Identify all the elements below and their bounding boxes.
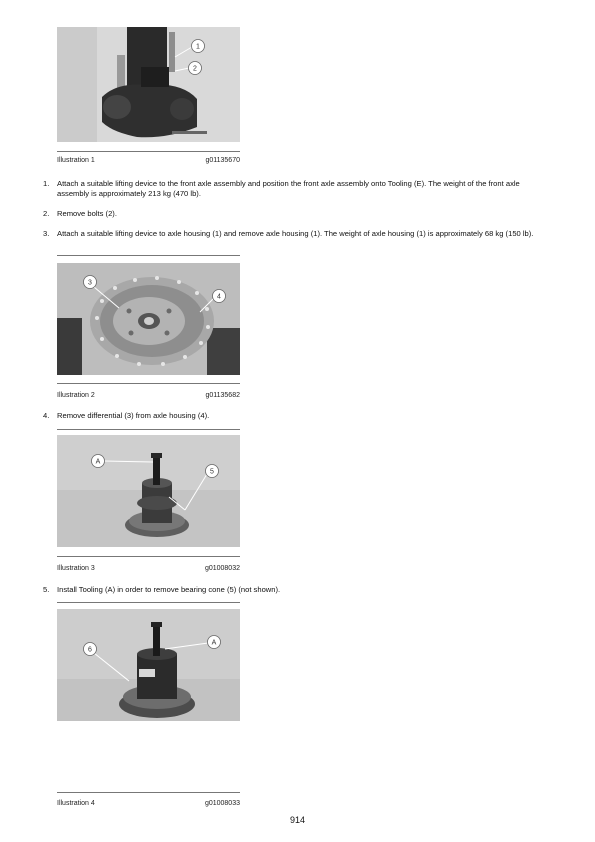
- illustration-3-rule: [57, 556, 240, 557]
- illustration-3-top-rule: [57, 429, 240, 430]
- illustration-2-top-rule: [57, 255, 240, 256]
- illustration-2-callouts: [57, 263, 240, 375]
- illustration-3-callouts: [57, 435, 240, 547]
- step-4-text: Remove differential (3) from axle housing (4).: [57, 411, 210, 420]
- illustration-2-rule: [57, 383, 240, 384]
- callout-3-label: 3: [88, 279, 92, 287]
- page-number: 914: [289, 815, 306, 825]
- step-2-number: 2.: [43, 209, 50, 218]
- illustration-3-label: Illustration 3: [57, 565, 95, 572]
- step-5-number: 5.: [43, 585, 50, 594]
- step-3-text: Attach a suitable lifting device to axle housing (1) and remove axle housing (1). The weight of axle housing (1) is approximately 68 kg (150 lb).: [57, 229, 534, 238]
- callout-2-label: 2: [193, 65, 197, 73]
- illustration-2-label: Illustration 2: [57, 392, 95, 399]
- callout-6-label: 6: [88, 646, 92, 654]
- illustration-4-callouts: [57, 609, 240, 721]
- illustration-4-rule: [57, 792, 240, 793]
- illustration-4-top-rule: [57, 602, 240, 603]
- step-3-number: 3.: [43, 229, 50, 238]
- step-4-number: 4.: [43, 411, 50, 420]
- callout-a2-label: A: [211, 639, 217, 647]
- callout-1-label: 1: [196, 43, 200, 51]
- callout-5-label: 5: [210, 468, 214, 476]
- callout-a-label: A: [95, 458, 101, 466]
- illustration-1-label: Illustration 1: [57, 157, 95, 164]
- callout-4-label: 4: [217, 293, 221, 301]
- illustration-1-rule: [57, 151, 240, 152]
- illustration-3-id: g01008032: [204, 565, 240, 572]
- illustration-1-id: g01135670: [205, 157, 240, 164]
- step-1-text: Attach a suitable lifting device to the front axle assembly and position the front axle assembly onto Tooling (E). The weight of the front axle assembly is approximately 213 kg (470 lb).: [57, 179, 520, 198]
- illustration-1-callouts: [57, 27, 240, 142]
- step-1-number: 1.: [43, 179, 50, 188]
- step-2-text: Remove bolts (2).: [57, 209, 117, 218]
- illustration-2-id: g01135682: [205, 392, 240, 399]
- illustration-4-label: Illustration 4: [57, 800, 95, 807]
- illustration-4-id: g01008033: [204, 800, 240, 807]
- step-5-text: Install Tooling (A) in order to remove bearing cone (5) (not shown).: [57, 585, 281, 594]
